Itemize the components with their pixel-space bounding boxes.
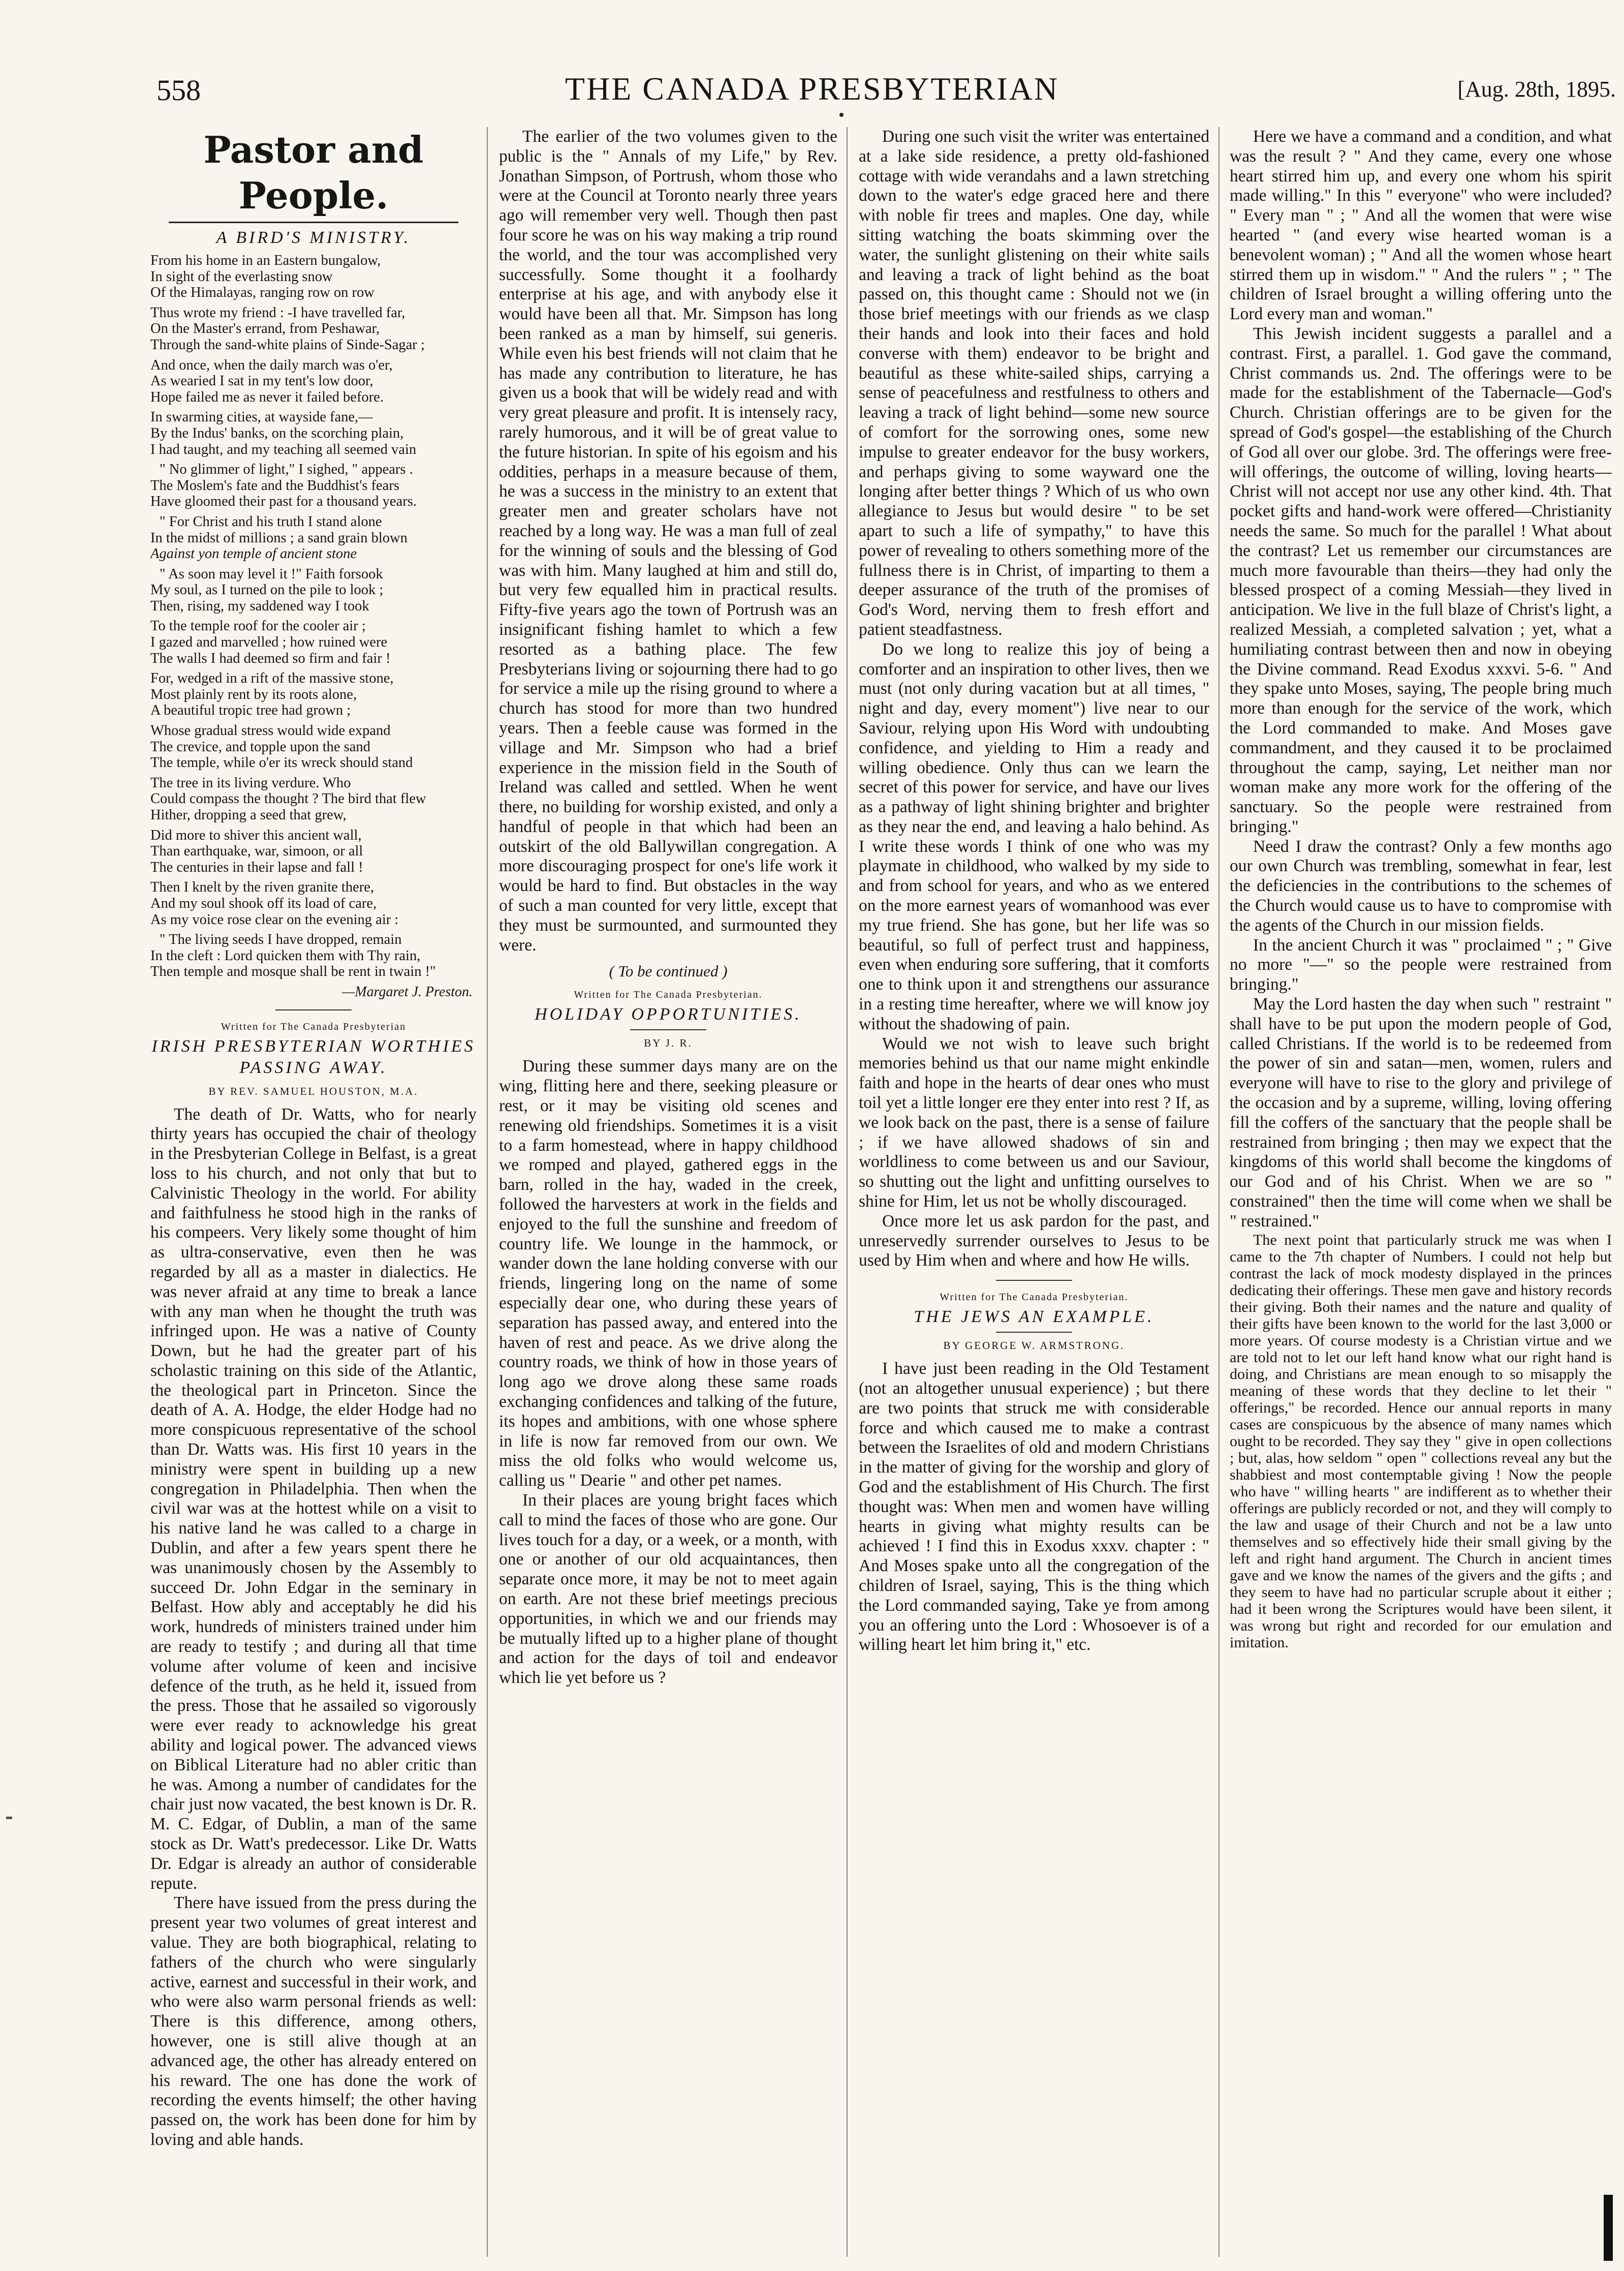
article-paragraph: Do we long to realize this joy of being a comforter and an inspiration to other lives, then we must (not only during vacation but at all times, " night and day, every moment") live near to our Saviour, relying upon His Word with undoubting confidence, and yielding to Him a ready and willing obedience. Only thus can we learn the secret of this power for service, and have our lives as a pathway of light shining brighter and brighter as they near the end, and leaving a halo behind. As I write these words I think of one who was my playmate in childhood, who walked by my side to and from school for years, and who as we entered on the more earnest years of womanhood was ever my true friend. She has gone, but her life was so beautiful, so full of perfect trust and happiness, even when enduring sore suffering, that it comforts one to think upon it and strengthens our assurance in a resting time hereafter, where we will know joy without the shadowing of pain. [859,639,1209,1033]
poem-stanza [150,723,477,771]
column-4 [1230,127,1612,2267]
article-title: THE JEWS AN EXAMPLE. [914,1307,1154,1327]
poem-line: " The living seeds I have dropped, remain [160,932,402,948]
to-be-continued: ( To be continued ) [609,962,728,980]
poem-stanza [150,618,477,666]
separator-rule [996,1280,1072,1281]
article-paragraph: This Jewish incident suggests a parallel and a contrast. First, a parallel. 1. God gave the command, Christ commands us. 2nd. The offerings were to be made for the establishment of the Tabernacle—God's Church. Christian offerings are to be given for the spread of God's gospel—the establishing of the Church of God all over our globe. 3rd. The offerings were free-will offerings, the outcome of willing, loving hearts—Christ will not accept nor use any other kind. 4th. That pocket gifts and hand-work were offered—Christianity needs the same. So much for the parallel ! What about the contrast? Let us remember our circumstances are much more favourable than theirs—they had only the blessed prospect of a coming Messiah—they lived in anticipation. We live in the full blaze of Christ's light, a realized Messiah, a completed salvation ; yet, what a humiliating contrast between then and now in obeying the Divine command. Read Exodus xxxvi. 5-6. " And they spake unto Moses, saying, The people bring much more than enough for the service of the work, which the Lord commanded to make. And Moses gave commandment, and they caused it to be proclaimed throughout the camp, saying, Let neither man nor woman make any more work for the offering of the sanctuary. So the people were restrained from bringing." [1230,324,1612,836]
poem-line: The tree in its living verdure. Who [150,775,351,791]
separator-rule [630,1029,706,1030]
poem-stanza [150,462,477,510]
page-number: 558 [157,74,201,107]
poem-line: Of the Himalayas, ranging row on row [150,285,374,301]
column-2 [499,127,837,2267]
poem-stanza [150,514,477,562]
article-paragraph: During these summer days many are on the wing, flitting here and there, seeking pleasure or rest, or it may be visiting old scenes and renewing old friendships. Sometimes it is a visit to a farm homestead, where in happy childhood we romped and played, gathered eggs in the barn, rolled in the hay, waded in the creek, followed the harvesters at work in the fields and enjoyed to the full the sunshine and freedom of country life. We lounge in the hammock, or wander down the lane holding converse with our friends, lingering long on the name of some especially dear one, who during these years of separation has passed away, and entered into the haven of rest and peace. As we drive along the country roads, we think of how in those years of long ago we drove along these same roads exchanging confidences and talking of the future, its hopes and ambitions, with one whose sphere in life is now far removed from our own. We miss the old folks who would welcome us, calling us " Dearie " and other pet names. [499,1057,837,1490]
section-masthead: Pastor and People. [203,128,424,217]
article-paragraph: The death of Dr. Watts, who for nearly thirty years has occupied the chair of theology in the Presbyterian College in Belfast, is a great loss to his church, and not only that but to Calvinistic Theology in the world. For ability and faithfulness he stood high in the ranks of his compeers. Very likely some thought of him as ultra-conservative, even then he was regarded by all as a master in dialectics. He was never afraid at any time to break a lance with any man when he thought the truth was infringed upon. He was a native of County Down, but he had the greater part of his scholastic training on this side of the Atlantic, the theological part in Princeton. Since the death of A. A. Hodge, the elder Hodge had no more conspicuous representative of the school than Dr. Watts was. His first 10 years in the ministry were spent in building up a new congregation in Philadelphia. Then when the civil war was at the hottest while on a visit to his native land he was called to a charge in Dublin, and after a few years spent there he was unanimously chosen by the Assembly to succeed Dr. John Edgar in the seminary in Belfast. How ably and acceptably he did his work, hundreds of ministers trained under him are ready to testify ; and during all that time volume after volume of keen and incisive defence of the truth, as he held it, issued from the press. Those that he assailed so vigorously were ever ready to acknowledge his great ability and logical power. The advanced views on Biblical Literature had no abler critic than he was. Among a number of candidates for the chair just now vacated, the best known is Dr. R. M. C. Edgar, of Dublin, a man of the same stock as Dr. Watt's predecessor. Like Dr. Watts Dr. Edgar is already an author of considerable repute. [150,1104,477,1893]
poem-stanza [150,253,477,301]
poem-line: By the Indus' banks, on the scorching plain, [150,425,404,441]
poem-line: My soul, as I turned on the pile to look ; [150,582,384,598]
poem-line: On the Master's errand, from Peshawar, [150,321,380,337]
poem-line: I gazed and marvelled ; how ruined were [150,634,388,651]
poem-line: The Moslem's fate and the Buddhist's fears [150,477,399,494]
poem-stanza [150,670,477,719]
article-title: HOLIDAY OPPORTUNITIES. [535,1005,802,1024]
article-byline: BY J. R. [644,1037,693,1050]
poem-line: For, wedged in a rift of the massive stone, [150,670,394,687]
poem-stanza [150,932,477,980]
poem-line: In the midst of millions ; a sand grain blown [150,530,408,546]
poem-line: Through the sand-white plains of Sinde-Sagar ; [150,336,425,353]
poem-stanza [150,566,477,615]
separator-rule [996,1332,1072,1333]
poem-line: Then, rising, my saddened way I took [150,598,369,614]
poem-line: Have gloomed their past for a thousand years. [150,494,417,510]
poem-line: The centuries in their lapse and fall ! [150,859,363,875]
poem-line: Then temple and mosque shall be rent in twain !" [150,964,436,980]
article-paragraph: The earlier of the two volumes given to the public is the " Annals of my Life," by Rev. Jonathan Simpson, of Portrush, whom those who were at the Council at Toronto nearly three years ago will remember very well. Though then past four score he was on his way making a trip round the world, and the tour was accomplished very successfully. Some thought it a foolhardy enterprise at his age, and with anybody else it would have been all that. Mr. Simpson has long been ranked as a man by himself, sui generis. While even his best friends will not claim that he has made any contribution to literature, he has given us a book that will be widely read and with very great pleasure and profit. It is intensely racy, rarely humorous, and it will be of great value to the future historian. In spite of his egoism and his oddities, perhaps in a measure because of them, he was a success in the ministry to an extent that greater men and greater scholars have not reached by a long way. He was a man full of zeal for the winning of souls and the blessing of God was with him. Many laughed at him and still do, but very few equalled him in practical results. Fifty-five years ago the town of Portrush was an insignificant fishing hamlet to which a few resorted as a bathing place. The few Presbyterians living or sojourning there had to go for service a mile up the rising ground to where a church has stood for more than two hundred years. Then a feeble cause was formed in the village and Mr. Simpson who had a brief experience in the mission field in the South of Ireland was called and settled. When he went there, no building for worship existed, and only a handful of people in that which had been an outskirt of the old Ballywillan congregation. A more discouraging prospect for one's life work it would be hard to find. But obstacles in the way of such a man counted for very little, except that they must be surmounted, and surmounted they were. [499,127,837,955]
poem-stanza [150,879,477,928]
article-paragraph: I have just been reading in the Old Testament (not an altogether unusual experience) ; but there are two points that struck me with considerable force and which caused me to make a contrast between the Israelites of old and modern Christians in the matter of giving for the worship and glory of God and the establishment of His Church. The first thought was: When men and women have willing hearts in giving what mighty results can be achieved ! I find this in Exodus xxxv. chapter : " And Moses spake unto all the congregation of the children of Israel, saying, This is the thing which the Lord commanded saying, Take ye from among you an offering unto the Lord : Whosoever is of a willing heart let him bring it," etc. [859,1359,1209,1654]
poem-line: As my voice rose clear on the evening air : [150,911,399,928]
poem-line: Most plainly rent by its roots alone, [150,686,357,702]
article-paragraph: Need I draw the contrast? Only a few months ago our own Church was trembling, somewhat in fear, lest the deficiencies in the contributions to the schemes of the Church would cause us to have to compromise with the agents of the Church in our mission fields. [1230,837,1612,935]
column-3 [859,127,1209,2267]
poem-line: The walls I had deemed so firm and fair ! [150,650,391,666]
column-1 [150,127,477,2267]
poem-line: Thus wrote my friend : -I have travelled far, [150,304,405,321]
column-rule [487,127,488,2257]
poem-line: And once, when the daily march was o'er, [150,357,393,373]
article-paragraph: In their places are young bright faces which call to mind the faces of those who are gone. Our lives touch for a day, or a week, or a month, with one or another of our old acquaintances, then separate once more, it may be not to meet again on earth. Are not these brief meetings precious opportunities, in which we and our friends may be mutually lifted up to a higher plane of thought and action for the days of toil and endeavor which lie yet before us ? [499,1491,837,1687]
margin-mark [6,1817,12,1819]
page-header [0,0,1624,132]
article-byline: BY REV. SAMUEL HOUSTON, M.A. [208,1085,419,1097]
article-title: IRISH PRESBYTERIAN WORTHIES PASSING AWAY. [151,1036,476,1077]
poem-body [150,253,477,1000]
article-paragraph: Would we not wish to leave such bright memories behind us that our name might enkindle faith and hope in the hearts of dear ones who must toil yet a little longer ere they enter into rest ? If, as we look back on the past, there is a sense of failure ; if we have allowed shadows of sin and worldliness to come between us and our Saviour, so shutting out the light and unfitting ourselves to shine for Him, let us not be wholly discouraged. [859,1034,1209,1211]
poem-stanza [150,775,477,823]
poem-line: The temple, while o'er its wreck should stand [150,755,413,771]
poem-line: Than earthquake, war, simoon, or all [150,843,363,860]
poem-line: To the temple roof for the cooler air ; [150,618,366,634]
poem-author: —Margaret J. Preston. [342,984,473,1000]
newspaper-title: THE CANADA PRESBYTERIAN [565,71,1059,107]
poem-line: " As soon may level it !" Faith forsook [160,566,383,582]
written-for-line: Written for The Canada Presbyterian [221,1021,407,1032]
column-rule [1219,127,1220,2257]
written-for-line: Written for The Canada Presbyterian. [940,1292,1129,1303]
article-paragraph: Here we have a command and a condition, and what was the result ? " And they came, every one whose heart stirred him up, and every one whom his spirit made willing." In this " everyone" who were included? " Every man " ; " And all the women that were wise hearted " (and every wise hearted woman is a benevolent woman) ; " And all the women whose heart stirred them up in wisdom." " And the rulers " ; " The children of Israel brought a willing offering unto the Lord every man and woman." [1230,127,1612,324]
poem-line: And my soul shook off its load of care, [150,895,377,911]
poem-stanza [150,409,477,457]
poem-line: In the cleft : Lord quicken them with Thy rain, [150,947,421,964]
poem-line: " No glimmer of light," I sighed, " appears . [160,462,413,478]
poem-line: From his home in an Eastern bungalow, [150,253,381,268]
article-paragraph: There have issued from the press during the present year two volumes of great interest and value. They are both biographical, relating to fathers of the church who were singularly active, earnest and successful in their work, and who were also warm personal friends as well: There is this difference, among others, however, one is still alive though at an advanced age, the other has already entered on his reward. The one has done the work of recording the events himself; the other having passed on, the work has been done for him by loving and able hands. [150,1893,477,2149]
article-paragraph: Once more let us ask pardon for the past, and unreservedly surrender ourselves to Jesus to be used by Him when and where and how He wills. [859,1211,1209,1270]
poem-title: A BIRD'S MINISTRY. [216,228,411,247]
article-paragraph: May the Lord hasten the day when such " restraint " shall have to be put upon the modern people of God, called Christians. If the world is to be redeemed from the power of sin and satan—men, women, rulers and everyone will have to rise to the glory and privilege of the occasion and by a supreme, willing, loving offering fill the coffers of the sanctuary that the people shall be restrained from bringing ; then may we expect that the kingdoms of this world shall become the kingdoms of our God and of his Christ. When we are so " constrained" then the time will come when we shall be " restrained." [1230,995,1612,1231]
poem-stanza [150,827,477,876]
poem-line: Hope failed me as never it failed before. [150,389,384,405]
poem-line: Against yon temple of ancient stone [150,546,357,562]
poem-line: As wearied I sat in my tent's low door, [150,373,373,389]
poem-line: Could compass the thought ? The bird that flew [150,791,426,807]
poem-line: The crevice, and topple upon the sand [150,739,370,755]
poem-stanza [150,305,477,353]
poem-stanza [150,357,477,406]
poem-line: Then I knelt by the riven granite there, [150,879,374,896]
article-byline: BY GEORGE W. ARMSTRONG. [943,1339,1125,1352]
article-paragraph: The next point that particularly struck me was when I came to the 7th chapter of Numbers. I could not help but contrast the lack of mock modesty displayed in the princes dedicating their offerings. These men gave and history records their giving. Both their names and the nature and quality of their gifts have been known to the world for the last 3,000 or more years. Of course modesty is a Christian virtue and we are told not to let our left hand know what our right hand is doing, and Christians are mean enough to so misapply the meaning of these words that they decline to let their " offerings," be recorded. Hence our annual reports in many cases are conspicuous by the absence of many names which ought to be recorded. They say they " give in open collections ; but, alas, how seldom " open " collections reveal any but the shabbiest and most contemptable giving ! Now the people who have " willing hearts " are indifferent as to whether their offerings are publicly recorded or not, and they will comply to the law and usage of their Church and not be a law unto themselves and so effectively hide their small giving by the left and right hand argument. The Church in ancient times gave and we know the names of the givers and the gifts ; and they seem to have had no particular scruple about it either ; had it been wrong the Scriptures would have been silent, it was wrong but right and recorded for our emulation and imitation. [1230,1231,1612,1651]
written-for-line: Written for The Canada Presbyterian. [574,989,763,1001]
poem-line: Did more to shiver this ancient wall, [150,827,362,843]
poem-line: " For Christ and his truth I stand alone [160,513,382,530]
masthead-rule [169,222,458,223]
article-paragraph: In the ancient Church it was " proclaimed " ; " Give no more "—" so the people were restrained from bringing." [1230,935,1612,994]
poem-line: In sight of the everlasting snow [150,268,333,285]
poem-line: A beautiful tropic tree had grown ; [150,702,351,719]
poem-line: In swarming cities, at wayside fane,— [150,409,373,425]
poem-line: I had taught, and my teaching all seemed vain [150,441,417,457]
column-rule [847,127,848,2257]
poem-line: Hither, dropping a seed that grew, [150,807,347,823]
issue-date: [Aug. 28th, 1895. [1457,77,1616,102]
separator-rule [275,1009,352,1010]
article-paragraph: During one such visit the writer was entertained at a lake side residence, a pretty old-fashioned cottage with wide verandahs and a lawn stretching down to the water's edge graced here and there with noble fir trees and maples. One day, while sitting watching the boats skimming over the water, the sunlight glistening on their white sails and leaving a track of light behind as the boat passed on, this thought came : Should not we (in those brief meetings with our friends as we clasp their hands and look into their faces and hold converse with them) endeavor to be bright and beautiful as these white-sailed ships, carrying a sense of peacefulness and restfulness to others and leaving a track of light behind—some new source of comfort for the sorrowing ones, some new impulse to greater endeavor for the busy workers, and perhaps giving to some wayward one the longing after better things ? Which of us who own allegiance to Jesus but would desire " to be set apart to such a life of sympathy," to have this power of revealing to others something more of the fullness there is in Christ, of imparting to them a deeper assurance of the truth of the promises of God's Word, nerving them to fresh effort and patient steadfastness. [859,127,1209,639]
header-ornament [839,113,844,117]
poem-line: Whose gradual stress would wide expand [150,723,391,739]
